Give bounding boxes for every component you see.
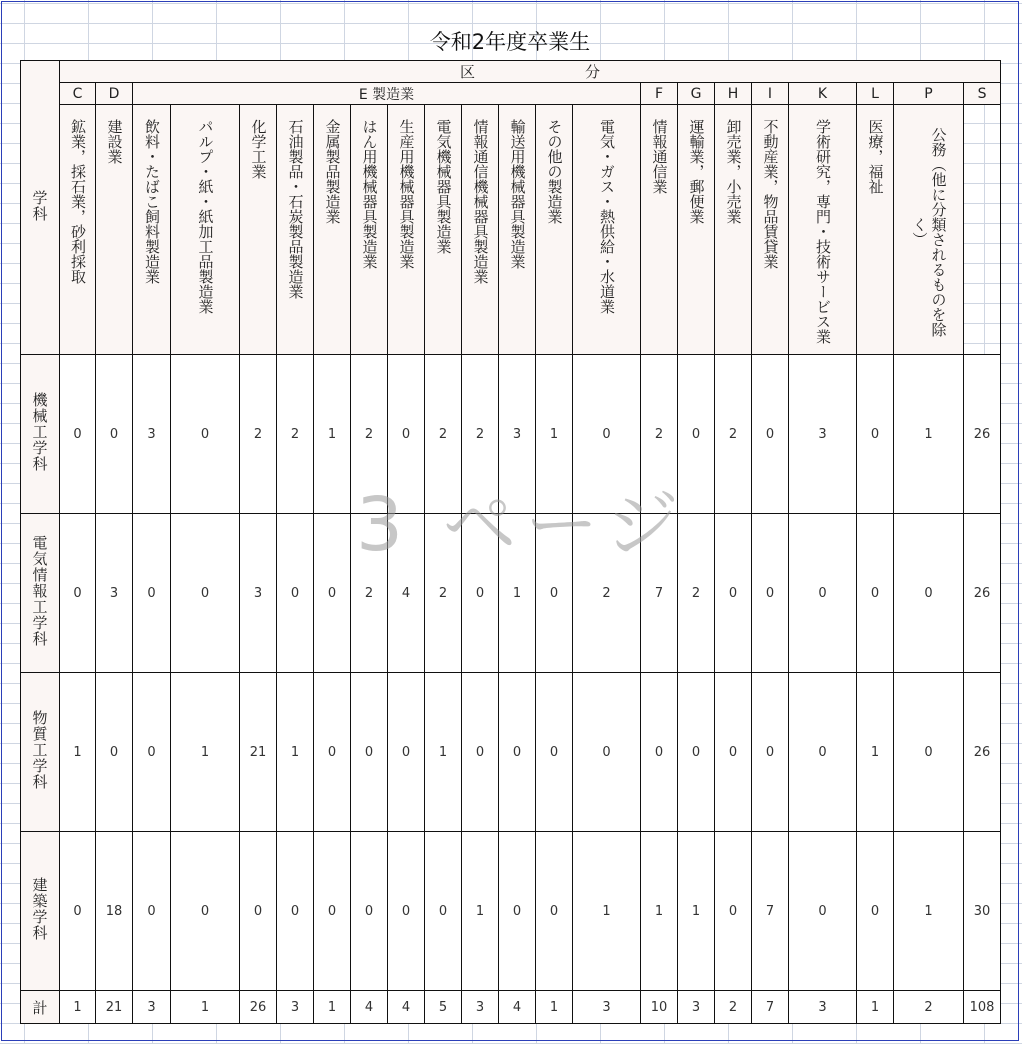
dept-label: 電気情報工学科 [21, 514, 60, 673]
count-cell: 0 [133, 514, 171, 673]
industry-header: 医療，福祉 [857, 105, 894, 355]
total-cell: 5 [425, 991, 462, 1024]
total-cell: 3 [789, 991, 857, 1024]
graduates-table [20, 60, 1001, 1024]
dept-label: 機械工学科 [21, 355, 60, 514]
total-cell: 1 [314, 991, 351, 1024]
count-cell: 0 [499, 673, 536, 832]
total-cell: 1 [857, 991, 894, 1024]
total-cell: 2 [894, 991, 964, 1024]
count-cell: 1 [573, 832, 641, 991]
count-cell: 1 [857, 673, 894, 832]
grand-total: 108 [964, 991, 1001, 1024]
count-cell: 1 [536, 355, 573, 514]
total-cell: 2 [715, 991, 752, 1024]
industry-header: 電気・ガス・熱供給・水道業 [573, 105, 641, 355]
dept-label: 物質工学科 [21, 673, 60, 832]
kubun-header: 区 分 [60, 61, 1001, 83]
industry-header: はん用機械器具製造業 [351, 105, 388, 355]
industry-header: 建設業 [96, 105, 133, 355]
count-cell: 0 [133, 673, 171, 832]
industry-header: 石油製品・石炭製品製造業 [277, 105, 314, 355]
page-title: 令和2年度卒業生 [429, 30, 591, 54]
row-total: 26 [964, 355, 1001, 514]
industry-header: 電気機械器具製造業 [425, 105, 462, 355]
total-cell: 3 [277, 991, 314, 1024]
count-cell: 0 [96, 355, 133, 514]
count-cell: 0 [536, 514, 573, 673]
industry-header: 鉱業，採石業，砂利採取 [60, 105, 96, 355]
count-cell: 0 [314, 673, 351, 832]
count-cell: 0 [462, 514, 499, 673]
count-cell: 0 [752, 355, 789, 514]
total-cell: 1 [60, 991, 96, 1024]
count-cell: 0 [752, 673, 789, 832]
page-watermark: 3 ページ [356, 482, 688, 568]
count-cell: 0 [499, 832, 536, 991]
industry-header: パルプ・紙・紙加工品製造業 [171, 105, 240, 355]
count-cell: 0 [789, 514, 857, 673]
count-cell: 7 [641, 514, 678, 673]
code-f: F [641, 83, 678, 105]
row-total: 30 [964, 832, 1001, 991]
count-cell: 2 [641, 355, 678, 514]
code-h: H [715, 83, 752, 105]
count-cell: 0 [388, 673, 425, 832]
count-cell: 1 [60, 673, 96, 832]
industry-header: 学術研究，専門・技術サービス業 [789, 105, 857, 355]
industry-header: その他の製造業 [536, 105, 573, 355]
industry-header: 運輸業，郵便業 [678, 105, 715, 355]
count-cell: 0 [752, 514, 789, 673]
count-cell: 1 [425, 673, 462, 832]
count-cell: 0 [425, 832, 462, 991]
count-cell: 0 [857, 832, 894, 991]
count-cell: 1 [171, 673, 240, 832]
total-cell: 4 [351, 991, 388, 1024]
count-cell: 21 [240, 673, 277, 832]
code-i: I [752, 83, 789, 105]
count-cell: 0 [240, 832, 277, 991]
code-g: G [678, 83, 715, 105]
industry-header: 輸送用機械器具製造業 [499, 105, 536, 355]
count-cell: 0 [894, 673, 964, 832]
total-cell: 3 [573, 991, 641, 1024]
count-cell: 0 [678, 355, 715, 514]
count-cell: 0 [462, 673, 499, 832]
count-cell: 0 [678, 673, 715, 832]
count-cell: 2 [715, 355, 752, 514]
count-cell: 0 [351, 832, 388, 991]
count-cell: 0 [314, 514, 351, 673]
industry-header: 金属製品製造業 [314, 105, 351, 355]
count-cell: 0 [277, 514, 314, 673]
industry-header: 情報通信業 [641, 105, 678, 355]
count-cell: 3 [240, 514, 277, 673]
count-cell: 0 [60, 514, 96, 673]
count-cell: 2 [573, 514, 641, 673]
count-cell: 2 [351, 355, 388, 514]
count-cell: 0 [60, 832, 96, 991]
count-cell: 3 [133, 355, 171, 514]
count-cell: 3 [789, 355, 857, 514]
count-cell: 1 [314, 355, 351, 514]
count-cell: 0 [536, 832, 573, 991]
industry-header: 生産用機械器具製造業 [388, 105, 425, 355]
code-s: S [964, 83, 1001, 105]
count-cell: 1 [277, 673, 314, 832]
count-cell: 0 [573, 673, 641, 832]
total-cell: 4 [388, 991, 425, 1024]
count-cell: 4 [388, 514, 425, 673]
total-cell: 4 [499, 991, 536, 1024]
count-cell: 0 [351, 673, 388, 832]
count-cell: 0 [277, 832, 314, 991]
row-total: 26 [964, 673, 1001, 832]
count-cell: 0 [171, 355, 240, 514]
total-cell: 3 [462, 991, 499, 1024]
count-cell: 2 [240, 355, 277, 514]
code-p: P [894, 83, 964, 105]
count-cell: 0 [171, 514, 240, 673]
count-cell: 1 [641, 832, 678, 991]
count-cell: 7 [752, 832, 789, 991]
count-cell: 0 [388, 355, 425, 514]
total-cell: 1 [171, 991, 240, 1024]
count-cell: 0 [171, 832, 240, 991]
count-cell: 2 [277, 355, 314, 514]
count-cell: 0 [857, 355, 894, 514]
table-row [21, 673, 1001, 832]
count-cell: 1 [678, 832, 715, 991]
count-cell: 2 [678, 514, 715, 673]
count-cell: 18 [96, 832, 133, 991]
industry-header: 不動産業，物品賃貸業 [752, 105, 789, 355]
code-l: L [857, 83, 894, 105]
count-cell: 2 [425, 514, 462, 673]
count-cell: 1 [894, 355, 964, 514]
count-cell: 0 [789, 673, 857, 832]
count-cell: 0 [314, 832, 351, 991]
industry-header: 化学工業 [240, 105, 277, 355]
total-cell: 7 [752, 991, 789, 1024]
industry-header: 飲料・たばこ飼料製造業 [133, 105, 171, 355]
count-cell: 0 [857, 514, 894, 673]
industry-header: 公務（他に分類されるものを除く） [894, 105, 964, 355]
total-cell: 3 [133, 991, 171, 1024]
total-cell: 21 [96, 991, 133, 1024]
count-cell: 0 [133, 832, 171, 991]
totals-label: 計 [21, 991, 60, 1024]
total-cell: 26 [240, 991, 277, 1024]
code-e-manufacturing: E 製造業 [133, 83, 641, 105]
code-k: K [789, 83, 857, 105]
dept-label: 建築学科 [21, 832, 60, 991]
count-cell: 0 [894, 514, 964, 673]
count-cell: 2 [425, 355, 462, 514]
industry-header: 情報通信機械器具製造業 [462, 105, 499, 355]
code-d: D [96, 83, 133, 105]
count-cell: 0 [60, 355, 96, 514]
industry-header: 卸売業，小売業 [715, 105, 752, 355]
table-row [21, 514, 1001, 673]
count-cell: 0 [536, 673, 573, 832]
row-total: 26 [964, 514, 1001, 673]
table-row [21, 832, 1001, 991]
count-cell: 0 [641, 673, 678, 832]
code-c: C [60, 83, 96, 105]
count-cell: 3 [96, 514, 133, 673]
total-cell: 3 [678, 991, 715, 1024]
count-cell: 1 [462, 832, 499, 991]
count-cell: 1 [499, 514, 536, 673]
count-cell: 3 [499, 355, 536, 514]
count-cell: 0 [715, 514, 752, 673]
count-cell: 2 [351, 514, 388, 673]
count-cell: 0 [96, 673, 133, 832]
total-cell: 10 [641, 991, 678, 1024]
count-cell: 0 [715, 673, 752, 832]
count-cell: 0 [573, 355, 641, 514]
count-cell: 2 [462, 355, 499, 514]
total-cell: 1 [536, 991, 573, 1024]
totals-row [21, 991, 1001, 1024]
count-cell: 0 [789, 832, 857, 991]
count-cell: 1 [894, 832, 964, 991]
count-cell: 0 [388, 832, 425, 991]
count-cell: 0 [715, 832, 752, 991]
dept-header: 学科 [21, 61, 60, 355]
table-row [21, 355, 1001, 514]
